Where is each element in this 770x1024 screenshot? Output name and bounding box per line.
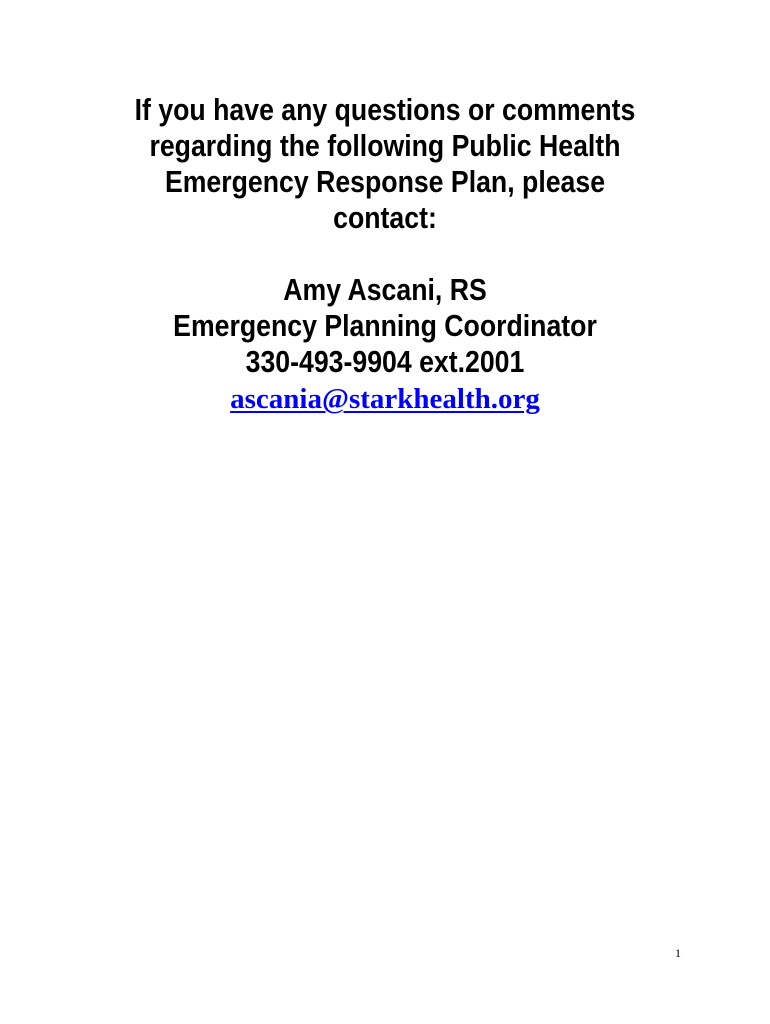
contact-phone: 330-493-9904 ext.2001 <box>245 344 525 379</box>
page-number: 1 <box>675 946 681 960</box>
contact-email-link[interactable]: ascania@starkhealth.org <box>230 383 540 415</box>
intro-paragraph: If you have any questions or comments regarding the following Public Health Emergency Response Plan, please contact: <box>134 92 636 235</box>
contact-name: Amy Ascani, RS <box>283 272 487 307</box>
contact-title: Emergency Planning Coordinator <box>173 308 597 343</box>
contact-block <box>70 272 700 416</box>
